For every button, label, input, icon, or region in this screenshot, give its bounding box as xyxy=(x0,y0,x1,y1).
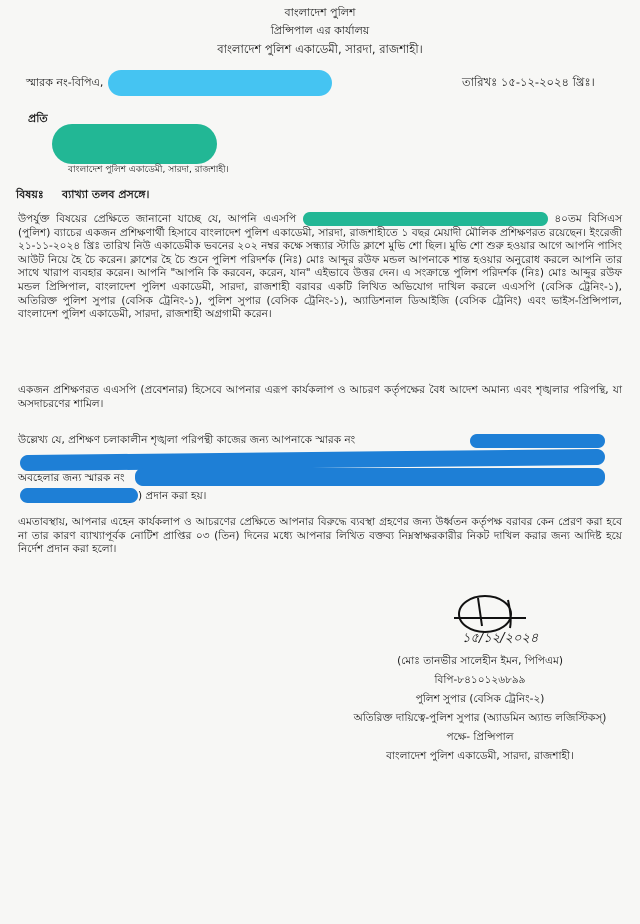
signatory-bp-number: বিপি-৮৪১০১২৬৮৯৯ xyxy=(434,674,526,686)
paragraph-1 xyxy=(18,212,622,322)
header-address: বাংলাদেশ পুলিশ একাডেমী, সারদা, রাজশাহী। xyxy=(217,42,423,56)
signatory-on-behalf: পক্ষে- প্রিন্সিপাল xyxy=(446,731,514,743)
redaction-memo-number xyxy=(108,70,332,96)
signatory-additional-charge: অতিরিক্ত দায়িত্বে-পুলিশ সুপার (অ্যাডমিন অ্যান্ড লজিস্টিকস্) xyxy=(353,712,607,724)
header-office: প্রিন্সিপাল এর কার্যালয় xyxy=(270,24,370,37)
redaction-line-4 xyxy=(20,488,138,503)
signatory-name: (মোঃ তানভীর সালেহীন ইমন, পিপিএম) xyxy=(397,655,563,667)
signature-block xyxy=(330,652,630,766)
signatory-designation: পুলিশ সুপার (বেসিক ট্রেনিং-২) xyxy=(415,693,545,705)
memo-number-label: স্মারক নং-বিপিএ, xyxy=(26,76,104,89)
paragraph-3-start: উল্লেখ্য যে, প্রশিক্ষণ চলাকালীন শৃঙ্খলা পরিপন্থী কাজের জন্য আপনাকে স্মারক নং xyxy=(18,434,356,446)
redaction-trainee-name xyxy=(303,212,548,226)
recipient-to: প্রতি xyxy=(28,112,48,125)
subject-text: ব্যাখ্যা তলব প্রসঙ্গে। xyxy=(62,188,150,201)
signatory-office: বাংলাদেশ পুলিশ একাডেমী, সারদা, রাজশাহী। xyxy=(386,750,574,762)
subject-label: বিষয়ঃ xyxy=(16,188,44,201)
redaction-recipient xyxy=(52,124,217,164)
recipient-address: বাংলাদেশ পুলিশ একাডেমী, সারদা, রাজশাহী। xyxy=(68,165,229,175)
paragraph-3-mid: অবহেলার জন্য স্মারক নং xyxy=(18,472,125,484)
paragraph-1-start: উপর্যুক্ত বিষয়ের প্রেক্ষিতে জানানো যাচ্ছে যে, আপনি এএসপি xyxy=(18,213,297,225)
paragraph-4: এমতাবস্থায়, আপনার এহেন কার্যকলাপ ও আচরণের প্রেক্ষিতে আপনার বিরুদ্ধে ব্যবস্থা গ্রহণের জন্য উর্ধ্বতন কর্তৃপক্ষ বরাবর কেন প্রেরণ করা হবে না তার কারণ ব্যাখ্যাপূর্বক নোটিশ প্রাপ্তির ০৩ (তিন) দিনের মধ্যে আপনার লিখিত বক্তব্য নিম্নস্বাক্ষরকারীর নিকট দাখিল করার জন্য আদিষ্ট হয়ে নির্দেশ প্রদান করা হলো। xyxy=(18,516,622,556)
memo-date: তারিখঃ ১৫-১২-২০২৪ খ্রিঃ। xyxy=(462,75,595,89)
header-org: বাংলাদেশ পুলিশ xyxy=(284,6,356,19)
paragraph-1-rest: ৪০তম বিসিএস (পুলিশ) ব্যাচের একজন প্রশিক্ষণার্থী হিসাবে বাংলাদেশ পুলিশ একাডেমী, সারদা, রাজশাহীতে ১ বছর মেয়াদী মৌলিক প্রশিক্ষণরত রয়েছেন। ইংরেজী ২১-১১-২০২৪ খ্রিঃ তারিখ নিউ একাডেমীক ভবনের ২০২ নম্বর কক্ষে সন্ধ্যার স্টাডি ক্লাশে মুভি শো ছিল। মুভি শো শুরু হওয়ার আগে আপনি পাসিং আউট নিয়ে হৈ চৈ করেন। ক্লাশের হৈ চৈ শুনে পুলিশ পরিদর্শক (নিঃ) মোঃ আব্দুর রউফ মন্ডল আপনাকে শান্ত হওয়ার অনুরোধ করলে আপনি তার সাথে খারাপ ব্যবহার করেন। আপনি "আপনি কি করবেন, করেন, যান" এইভাবে উত্তর দেন। এ সংক্রান্তে পুলিশ পরিদর্শক (নিঃ) মোঃ আব্দুর রউফ মন্ডল প্রিন্সিপাল, বাংলাদেশ পুলিশ একাডেমী, সারদা, রাজশাহী বরাবর একটি লিখিত অভিযোগ দাখিল করলে এএসপি (বেসিক ট্রেনিং-১), অতিরিক্ত পুলিশ সুপার (বেসিক ট্রেনিং-১), পুলিশ সুপার (বেসিক ট্রেনিং-১), অ্যাডিশনাল ডিআইজি (বেসিক ট্রেনিং) এবং ভাইস-প্রিন্সিপাল, বাংলাদেশ পুলিশ একাডেমী, সারদা, রাজশাহী অগ্রগামী করেন। xyxy=(18,213,623,321)
paragraph-3-end: ) প্রদান করা হয়। xyxy=(138,490,207,502)
redaction-memo-ref-1 xyxy=(470,434,605,448)
paragraph-2: একজন প্রশিক্ষণরত এএসপি (প্রবেশনার) হিসেবে আপনার এরূপ কার্যকলাপ ও আচরণ কর্তৃপক্ষের বৈধ আদেশ অমান্য এবং শৃঙ্খলার পরিপন্থি, যা অসদাচরণের শামিল। xyxy=(18,384,622,410)
signature-date: ১৫/১২/২০২৪ xyxy=(462,631,539,646)
redaction-memo-ref-2 xyxy=(135,468,605,486)
